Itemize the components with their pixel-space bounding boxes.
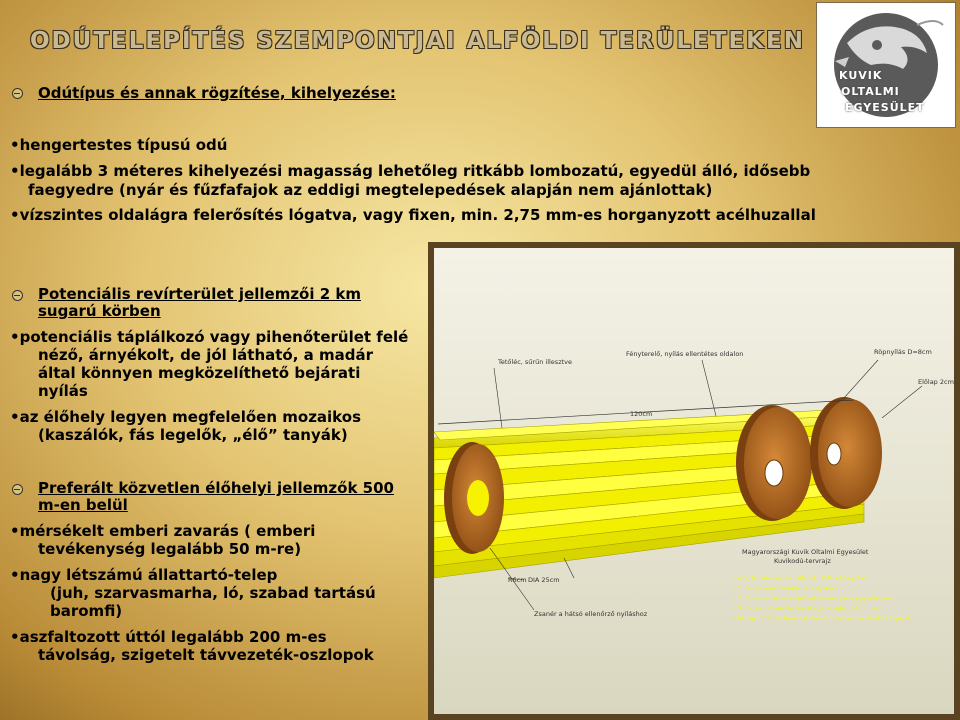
text-line: faegyedre (nyár és fűzfafajok az eddigi megtelepedések alapján nem ajánlottak) xyxy=(28,181,713,199)
section-heading-elohely-2: m-en belül xyxy=(38,496,128,514)
logo xyxy=(816,2,956,128)
diagram-note: - 2. festés tetőlécre építőipari bitumenpapír egy rétegben xyxy=(734,596,893,602)
text-line: (kaszálók, fás legelők, „élő” tanyák) xyxy=(38,426,348,444)
label-radius: R6cm xyxy=(508,576,527,584)
label-zsaner: Zsanér a hátsó ellenőrző nyíláshoz xyxy=(534,610,648,618)
label-tetolec: Tetőléc, sűrűn illesztve xyxy=(498,358,572,366)
logo-text-1: KUVIK xyxy=(839,69,883,82)
text-line: (juh, szarvasmarha, ló, szabad tartású xyxy=(50,584,376,602)
diagram-note: - elő-, fényterelő-, és hátlapok táblából fenyőből xyxy=(734,576,867,582)
section-heading-revir-2: sugarú körben xyxy=(38,302,161,320)
text-line: baromfi) xyxy=(50,602,123,620)
bullet-icon xyxy=(12,290,23,301)
light-baffle-disc xyxy=(736,405,812,521)
logo-text-2: OLTALMI xyxy=(841,85,900,98)
front-panel-disc xyxy=(444,442,504,554)
text-line: •aszfaltozott úttól legalább 200 m-es xyxy=(10,628,327,646)
text-line: •az élőhely legyen megfelelően mozaikos xyxy=(10,408,361,426)
bullet-icon xyxy=(12,88,23,99)
section-heading-elohely: Preferált közvetlen élőhelyi jellemzők 500 xyxy=(38,479,394,497)
label-fenyterelo: Fényterelő, nyílás ellentétes oldalon xyxy=(626,350,744,358)
section-heading-odutipus: Odútípus és annak rögzítése, kihelyezése: xyxy=(38,84,396,102)
label-ropnyilas: Röpnyílás D=8cm xyxy=(874,348,932,356)
label-elolap: Előlap 2cm xyxy=(918,378,954,386)
text-line: •mérsékelt emberi zavarás ( emberi xyxy=(10,522,316,540)
diagram-note: - hátlapon 12 cm átmérőjű ellenőrző nyílás zsanérral és fogóval xyxy=(734,616,910,622)
text-line: néző, árnyékolt, de jól látható, a madár xyxy=(38,346,373,364)
diagram-note: - 1. festés sűrűn, tetőlécről, szigeteve xyxy=(734,586,839,592)
text-line: nyílás xyxy=(38,382,88,400)
text-line: távolság, szigetelt távvezeték-oszlopok xyxy=(38,646,374,664)
back-panel-disc xyxy=(810,397,882,509)
diagram-note: - 3. festés műszaki tartással egy rétegben, drótozva xyxy=(734,606,878,612)
text-line: •vízszintes oldalágra felerősítés lógatva, vagy fixen, min. 2,75 mm-es horganyzott acélhuzallal xyxy=(10,206,816,224)
logo-text-3: EGYESÜLET xyxy=(845,101,925,114)
text-line: •nagy létszámú állattartó-telep xyxy=(10,566,278,584)
page-title: ODÚTELEPÍTÉS SZEMPONTJAI ALFÖLDI TERÜLETEKEN xyxy=(30,28,805,54)
nest-box-diagram-panel xyxy=(428,242,960,720)
text-line: •hengertestes típusú odú xyxy=(10,136,228,154)
label-diameter: DIA 25cm xyxy=(528,576,560,584)
text-line: tevékenység legalább 50 m-re) xyxy=(38,540,302,558)
diagram-caption-title: Kuvikodú-tervrajz xyxy=(774,557,831,565)
bullet-icon xyxy=(12,484,23,495)
text-line: •legalább 3 méteres kihelyezési magasság lehetőleg ritkább lombozatú, egyedül álló, idősebb xyxy=(10,162,811,180)
text-line: •potenciális táplálkozó vagy pihenőterület felé xyxy=(10,328,409,346)
label-length: 120cm xyxy=(630,410,653,418)
text-line: által könnyen megközelíthető bejárati xyxy=(38,364,361,382)
section-heading-revir: Potenciális revírterület jellemzői 2 km xyxy=(38,285,361,303)
diagram-caption-org: Magyarországi Kuvik Oltalmi Egyesület xyxy=(742,548,869,556)
nest-box-diagram xyxy=(434,248,954,714)
